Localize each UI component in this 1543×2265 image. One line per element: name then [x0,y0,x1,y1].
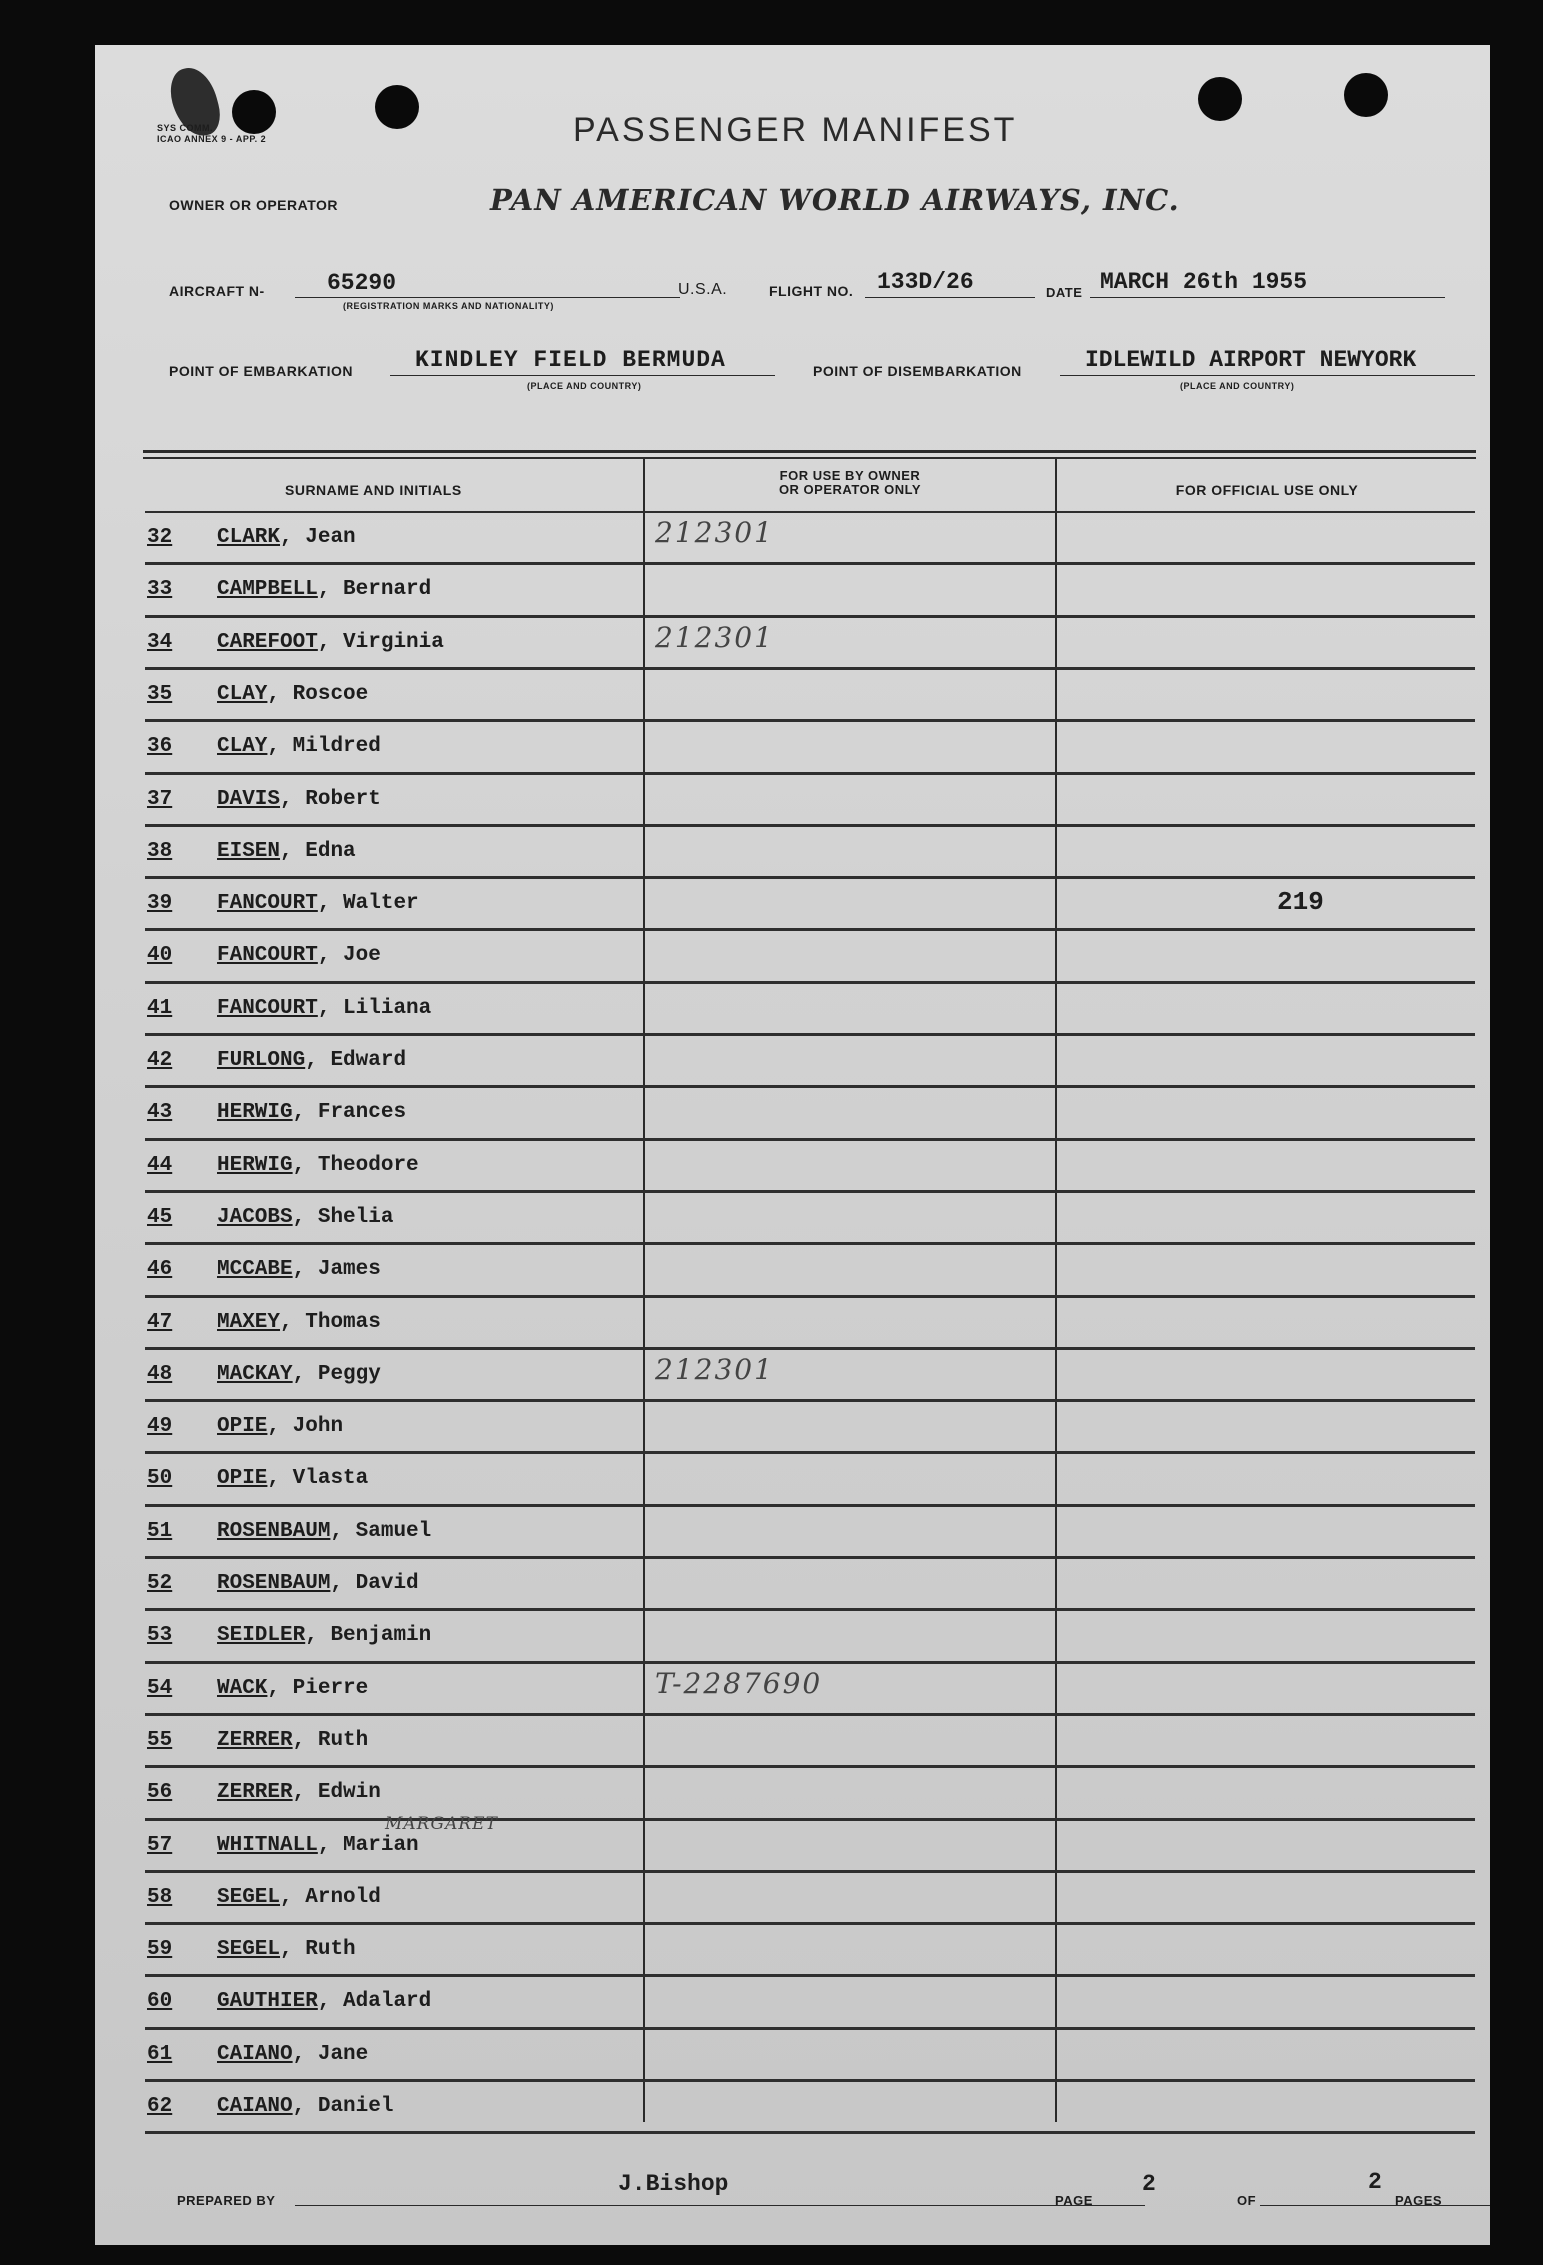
passenger-given-name: Edwin [317,1781,381,1805]
passenger-number: 60 [147,1990,173,2014]
owner-use-note: 212301 [655,1352,774,1386]
passenger-given-name: Roscoe [292,682,369,706]
row-rule [145,667,1475,670]
name-separator: , [267,1676,293,1700]
aircraft-underline [295,297,680,298]
passenger-name [217,2043,368,2066]
official-use-note: 219 [1277,887,1324,918]
passenger-given-name: Jane [317,2042,369,2066]
passenger-name [217,1624,431,1647]
disembark-value: IDLEWILD AIRPORT NEWYORK [1085,347,1417,373]
row-rule [145,1974,1475,1977]
passenger-number: 47 [147,1310,173,1334]
passenger-surname: FANCOURT [217,996,318,1020]
passenger-number: 59 [147,1938,173,1962]
passenger-surname: FANCOURT [217,944,318,968]
passenger-name [217,788,381,811]
passenger-given-name: Daniel [317,2095,394,2118]
pages-label: PAGES [1395,2193,1443,2208]
row-rule [145,1765,1475,1768]
passenger-name [217,526,356,549]
manifest-sheet [95,45,1490,2245]
name-separator: , [280,1885,306,1909]
passenger-number: 44 [147,1153,173,1177]
passenger-name [217,1154,419,1177]
passenger-number: 32 [147,526,173,549]
annex-stamp: SYS COMM. ICAO ANNEX 9 - APP. 2 [157,123,267,144]
aircraft-label: AIRCRAFT N- [169,283,265,299]
name-separator: , [292,1728,318,1752]
passenger-surname: SEGEL [217,1938,281,1962]
row-rule [145,981,1475,984]
passenger-number: 37 [147,787,173,811]
passenger-given-name: Robert [305,787,381,811]
flight-label: FLIGHT NO. [769,283,854,299]
name-separator: , [317,892,344,916]
row-rule [145,1295,1475,1298]
passenger-given-name: Vlasta [292,1467,369,1491]
row-rule [145,1608,1475,1611]
passenger-surname: CAIANO [217,2095,293,2118]
of-label: OF [1237,2193,1257,2208]
name-separator: , [317,630,344,654]
passenger-surname: WACK [217,1676,268,1700]
name-separator: , [305,1624,331,1648]
passenger-given-name: Edward [330,1049,407,1072]
passenger-given-name: Adalard [343,1990,432,2014]
passenger-number: 52 [147,1572,173,1595]
passenger-given-name: Virginia [343,630,444,654]
row-rule [145,1661,1475,1664]
passenger-name [217,631,444,654]
name-separator: , [292,1205,318,1229]
passenger-name [217,1938,356,1961]
page-value: 2 [1142,2171,1156,2197]
page-label: PAGE [1055,2193,1093,2208]
passenger-number: 34 [147,630,173,654]
name-separator: , [305,1049,331,1072]
disembark-label: POINT OF DISEMBARKATION [813,363,1022,379]
name-separator: , [330,1572,356,1595]
row-rule [145,1242,1475,1245]
passenger-name [217,1781,381,1804]
row-rule [145,2027,1475,2030]
passenger-surname: ROSENBAUM [217,1519,331,1543]
passenger-number: 41 [147,996,173,1020]
passenger-name [217,944,381,967]
date-label: DATE [1046,285,1083,300]
row-rule [145,1451,1475,1454]
row-rule [145,1085,1475,1088]
passenger-surname: WHITNALL [217,1833,318,1857]
name-separator: , [317,944,344,968]
passenger-given-name: Marian [343,1833,419,1857]
row-rule [145,1138,1475,1141]
official-use-column-header: FOR OFFICIAL USE ONLY [1175,482,1359,498]
passenger-number: 40 [147,944,173,968]
passenger-name [217,1677,368,1700]
owner-use-note: T-2287690 [655,1666,823,1700]
name-separator: , [280,787,306,811]
page-title: PASSENGER MANIFEST [573,111,1018,149]
date-value: MARCH 26th 1955 [1100,269,1308,295]
name-separator: , [280,1310,306,1334]
passenger-surname: ZERRER [217,1781,293,1805]
passenger-name [217,1729,368,1752]
passenger-name [217,1990,431,2013]
passenger-surname: ROSENBAUM [217,1572,331,1595]
passenger-given-name: Thomas [305,1310,381,1334]
passenger-surname: JACOBS [217,1205,293,1229]
passenger-name [217,1206,393,1229]
passenger-surname: EISEN [217,839,281,863]
passenger-surname: GAUTHIER [217,1990,318,2014]
punch-hole [375,85,419,129]
passenger-number: 54 [147,1676,173,1700]
passenger-number: 39 [147,892,173,916]
passenger-name [217,578,431,601]
passenger-given-name: Peggy [317,1362,381,1386]
passenger-given-name: Bernard [343,578,432,602]
row-rule [145,1399,1475,1402]
passenger-surname: MAXEY [217,1310,281,1334]
row-rule [145,2079,1475,2082]
header-bottom-rule [145,511,1475,513]
passenger-name [217,1101,406,1124]
disembark-sublabel: (PLACE AND COUNTRY) [1180,381,1295,391]
flight-value: 133D/26 [877,269,974,295]
passenger-number: 48 [147,1362,173,1386]
row-rule [145,1347,1475,1350]
passenger-name [217,840,356,863]
passenger-given-name: Ruth [317,1728,369,1752]
passenger-given-name: David [355,1572,419,1595]
passenger-number: 35 [147,682,173,706]
passenger-surname: MACKAY [217,1362,293,1386]
name-separator: , [292,1101,318,1125]
passenger-number: 36 [147,735,173,759]
name-separator: , [317,1990,344,2014]
passenger-surname: HERWIG [217,1153,293,1177]
name-separator: , [267,1415,293,1439]
punch-hole [1198,77,1242,121]
aircraft-value: 65290 [327,270,397,296]
passenger-number: 43 [147,1101,173,1125]
passenger-given-name: Samuel [355,1519,432,1543]
name-separator: , [330,1519,356,1543]
row-rule [145,1504,1475,1507]
passenger-surname: OPIE [217,1467,268,1491]
name-separator: , [292,1362,318,1386]
passenger-surname: OPIE [217,1415,268,1439]
passenger-given-name: Pierre [292,1676,369,1700]
name-separator: , [280,1938,306,1962]
passenger-number: 38 [147,839,173,863]
passenger-name [217,2095,393,2118]
passenger-number: 51 [147,1519,173,1543]
passenger-surname: CAREFOOT [217,630,318,654]
passenger-name [217,1415,343,1438]
passenger-given-name: Theodore [317,1153,419,1177]
passenger-surname: HERWIG [217,1101,293,1125]
passenger-name [217,1886,381,1909]
row-rule [145,1713,1475,1716]
passenger-name [217,1258,381,1281]
pages-value: 2 [1368,2169,1382,2195]
passenger-number: 53 [147,1624,173,1648]
prepared-by-label: PREPARED BY [177,2193,276,2208]
name-separator: , [317,996,344,1020]
passenger-surname: ZERRER [217,1728,293,1752]
passenger-given-name: Shelia [317,1205,394,1229]
passenger-given-name: Edna [305,839,356,863]
prepared-by-underline [295,2205,1145,2206]
table-top-rule [143,457,1476,459]
passenger-number: 62 [147,2095,173,2118]
name-separator: , [317,1833,344,1857]
name-separator: , [267,1467,293,1491]
name-separator: , [267,682,293,706]
passenger-surname: SEGEL [217,1885,281,1909]
owner-label: OWNER OR OPERATOR [169,197,338,213]
passenger-given-name: Liliana [343,996,432,1020]
passenger-surname: FANCOURT [217,892,318,916]
owner-name: PAN AMERICAN WORLD AIRWAYS, INC. [490,183,1180,217]
name-separator: , [292,2042,318,2066]
passenger-number: 61 [147,2042,173,2066]
passenger-name [217,683,368,706]
embark-underline [390,375,775,376]
row-rule [145,719,1475,722]
name-separator: , [280,526,306,549]
prepared-by-value: J.Bishop [618,2171,729,2197]
passenger-given-name: Arnold [305,1885,381,1909]
row-rule [145,772,1475,775]
passenger-number: 46 [147,1258,173,1282]
passenger-name [217,1049,406,1072]
passenger-number: 55 [147,1728,173,1752]
pages-underline [1260,2205,1490,2206]
passenger-given-name: Benjamin [330,1624,432,1648]
passenger-given-name: Joe [343,944,381,968]
passenger-surname: CLAY [217,735,268,759]
passenger-name [217,997,431,1020]
row-rule [145,1922,1475,1925]
passenger-name [217,735,381,758]
passenger-surname: CLARK [217,526,281,549]
usa-label: U.S.A. [678,281,728,298]
name-separator: , [292,1781,318,1805]
passenger-given-name: Mildred [292,735,381,759]
row-rule [145,1556,1475,1559]
passenger-number: 50 [147,1467,173,1491]
passenger-given-name: John [292,1415,344,1439]
table-top-rule [143,450,1476,453]
name-separator: , [292,1258,318,1282]
row-rule [145,1033,1475,1036]
row-rule [145,2131,1475,2134]
embark-label: POINT OF EMBARKATION [169,363,353,379]
passenger-given-name: James [317,1258,381,1282]
row-rule [145,1818,1475,1821]
surname-column-header: SURNAME AND INITIALS [285,482,462,498]
name-separator: , [317,578,344,602]
passenger-surname: CLAY [217,682,268,706]
aircraft-sublabel: (REGISTRATION MARKS AND NATIONALITY) [343,301,554,311]
name-separator: , [292,1153,318,1177]
passenger-number: 49 [147,1415,173,1439]
embark-sublabel: (PLACE AND COUNTRY) [527,381,642,391]
row-rule [145,1870,1475,1873]
passenger-name [217,1467,368,1490]
passenger-number: 33 [147,578,173,602]
row-rule [145,928,1475,931]
passenger-surname: CAIANO [217,2042,293,2066]
passenger-given-name: Jean [305,526,356,549]
passenger-surname: SEIDLER [217,1624,306,1648]
name-separator: , [267,735,293,759]
passenger-given-name: Frances [317,1101,407,1125]
punch-hole [1344,73,1388,117]
date-underline [1090,297,1445,298]
passenger-given-name: Walter [343,892,419,916]
passenger-surname: MCCABE [217,1258,293,1282]
passenger-name [217,1520,431,1543]
passenger-name [217,1834,419,1857]
disembark-underline [1060,375,1475,376]
passenger-name [217,1363,381,1386]
passenger-surname: DAVIS [217,787,281,811]
passenger-number: 45 [147,1205,173,1229]
handwritten-correction: MARGARET [385,1813,498,1834]
embark-value: KINDLEY FIELD BERMUDA [415,347,726,373]
row-rule [145,824,1475,827]
owner-use-note: 212301 [655,516,774,549]
row-rule [145,615,1475,618]
row-rule [145,562,1475,565]
passenger-surname: FURLONG [217,1049,306,1072]
passenger-surname: CAMPBELL [217,578,318,602]
name-separator: , [280,839,306,863]
passenger-given-name: Ruth [305,1938,356,1962]
passenger-number: 57 [147,1833,173,1857]
passenger-number: 42 [147,1049,173,1072]
owner-use-column-header: FOR USE BY OWNER OR OPERATOR ONLY [778,468,922,497]
name-separator: , [292,2095,318,2118]
owner-use-note: 212301 [655,620,774,654]
row-rule [145,876,1475,879]
row-rule [145,1190,1475,1193]
passenger-name [217,1311,381,1334]
passenger-number: 56 [147,1781,173,1805]
flight-underline [865,297,1035,298]
passenger-name [217,892,419,915]
passenger-number: 58 [147,1885,173,1909]
passenger-name [217,1572,419,1595]
